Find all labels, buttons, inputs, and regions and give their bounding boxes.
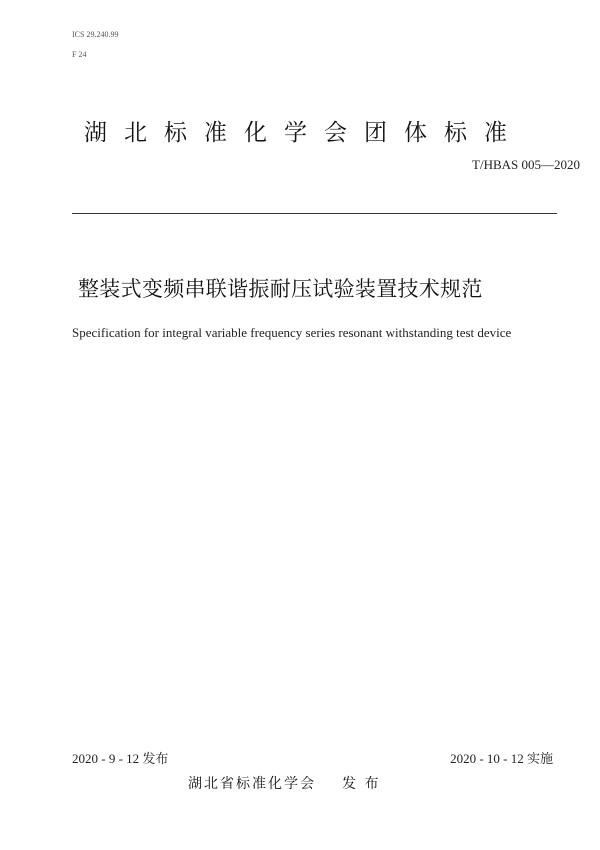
issuer-action: 发 布 (342, 776, 381, 792)
issuer-name: 湖北省标准化学会 (188, 776, 316, 792)
ccs-code: F 24 (72, 50, 87, 59)
issuer-line (188, 773, 380, 793)
standard-number: T/HBAS 005—2020 (472, 157, 580, 172)
header-divider (72, 213, 557, 214)
implement-date: 2020 - 10 - 12 实施 (450, 751, 553, 766)
publish-date: 2020 - 9 - 12 发布 (72, 751, 169, 766)
document-title-cn: 整装式变频串联谐振耐压试验装置技术规范 (78, 277, 483, 301)
ics-code: ICS 29.240.99 (72, 30, 119, 39)
document-title-en: Specification for integral variable frequency series resonant withstanding test device (72, 325, 512, 340)
organization-title: 湖北标准化学会团体标准 (84, 120, 524, 146)
